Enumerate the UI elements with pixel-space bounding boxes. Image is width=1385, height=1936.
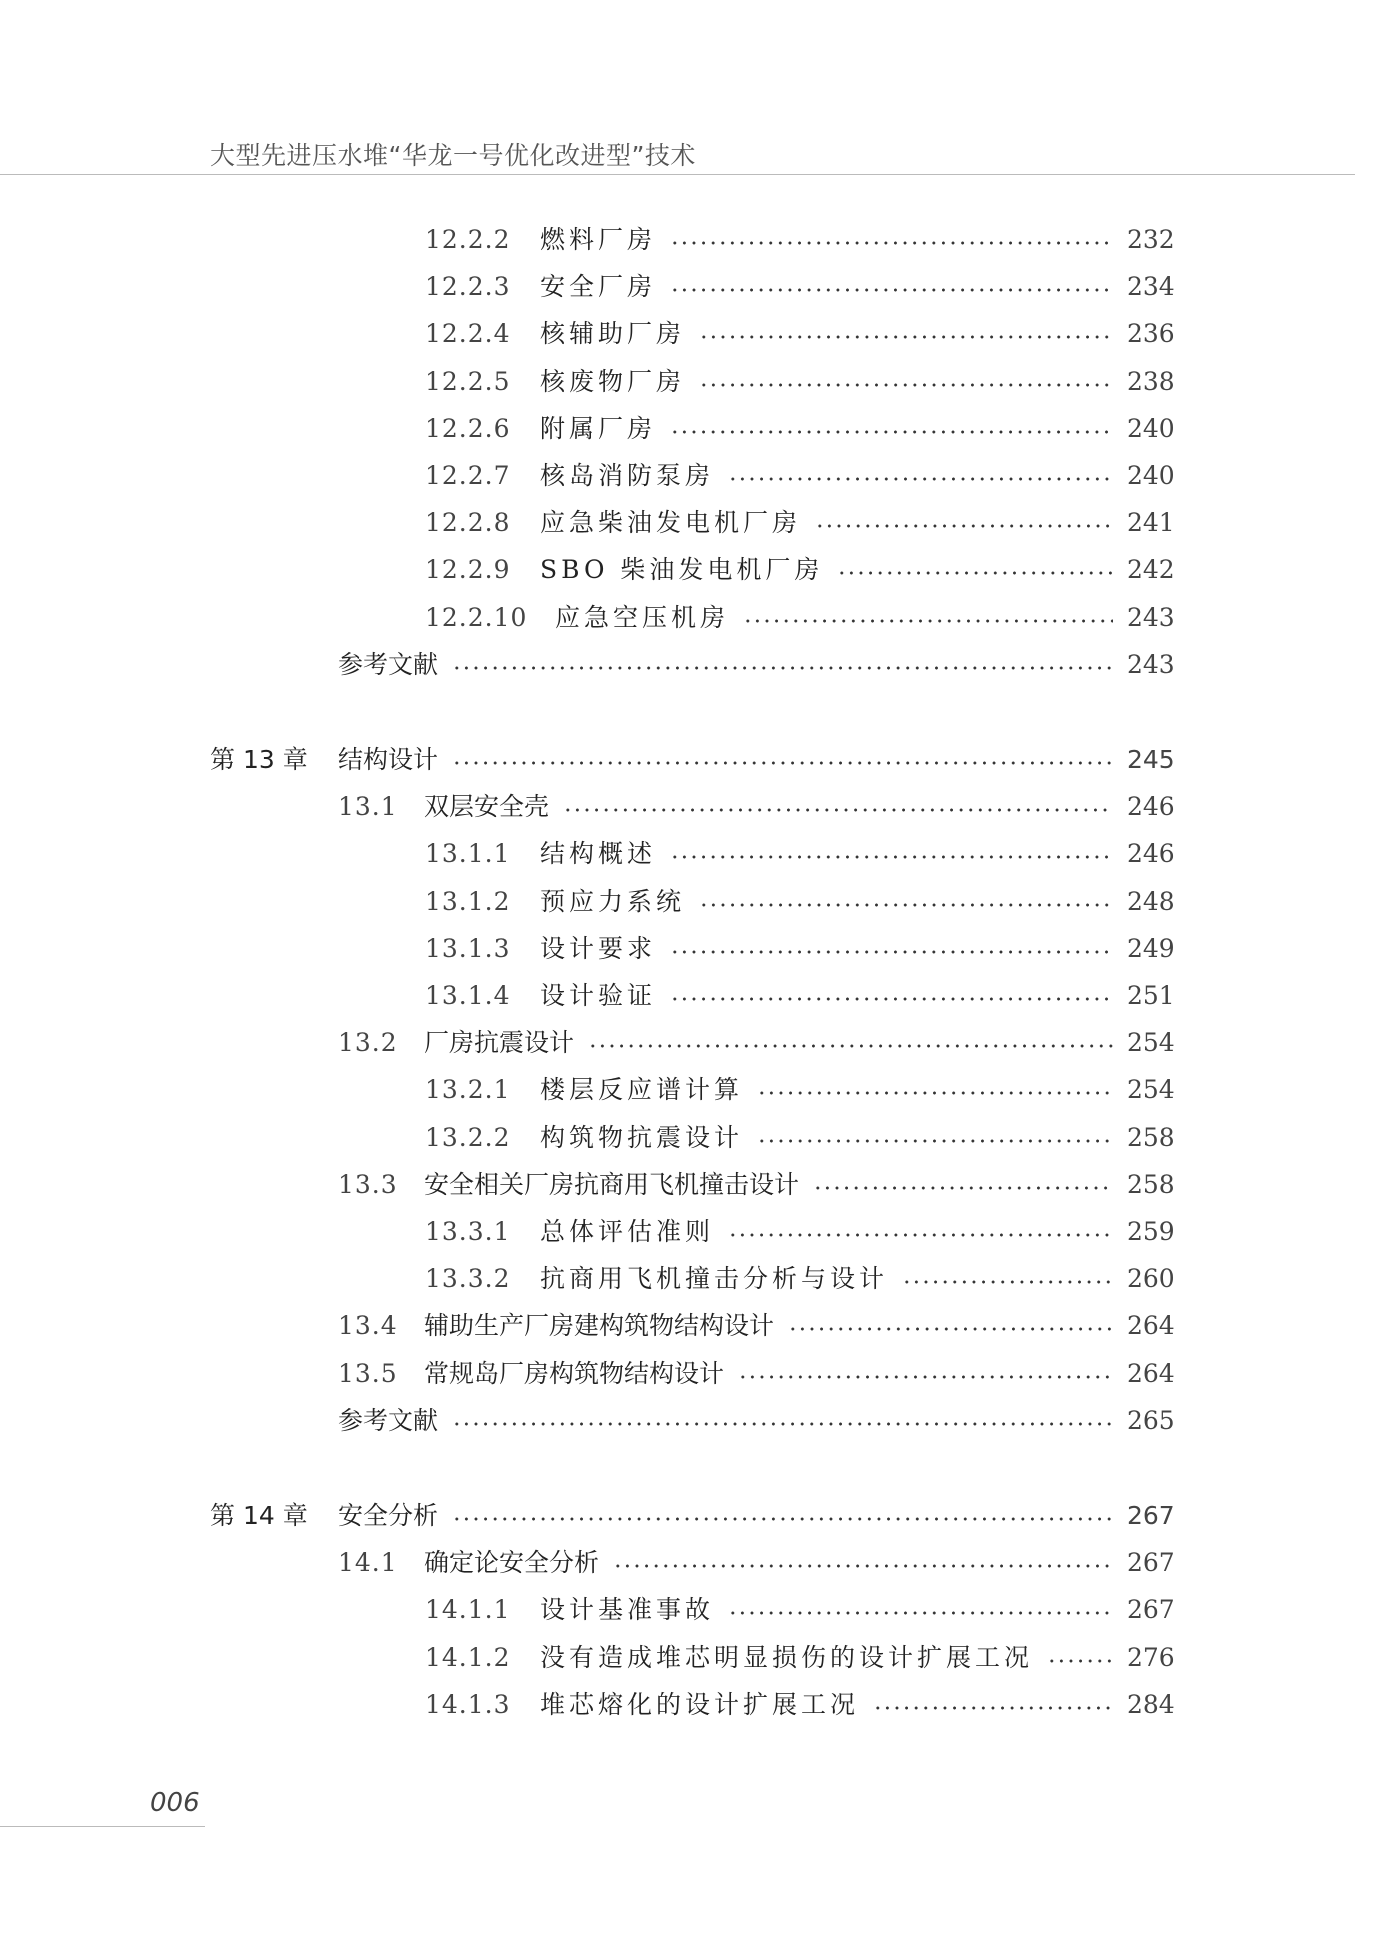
toc-entry-page: 258 xyxy=(1127,1122,1175,1152)
toc-entry-section xyxy=(338,1165,1173,1205)
toc-entry-section xyxy=(338,1354,1173,1394)
toc-entry-sub xyxy=(425,1638,1173,1678)
toc-entry-title: 辅助生产厂房建构筑物结构设计 xyxy=(424,1311,775,1341)
toc-entry-page: 264 xyxy=(1127,1358,1175,1388)
toc-entry-title: 结构设计 xyxy=(338,745,439,774)
toc-entry-title: 堆芯熔化的设计扩展工况 xyxy=(540,1689,860,1719)
toc-entry-title: 楼层反应谱计算 xyxy=(540,1075,744,1105)
toc-entry-page: 267 xyxy=(1127,1548,1175,1578)
toc-entry-page: 238 xyxy=(1127,366,1175,396)
toc-entry-number: 12.2.7 xyxy=(425,461,511,490)
toc-entry-title: 设计要求 xyxy=(540,933,657,963)
dot-leader xyxy=(452,761,1113,765)
page-number: 006 xyxy=(150,1788,200,1818)
dot-leader xyxy=(588,1044,1113,1048)
dot-leader xyxy=(699,383,1113,387)
toc-entry-number: 12.2.2 xyxy=(425,225,511,254)
dot-leader xyxy=(743,619,1113,623)
toc-entry-title: 附属厂房 xyxy=(540,413,657,443)
toc-entry-sub xyxy=(425,834,1173,874)
toc-entry-page: 242 xyxy=(1127,555,1175,585)
toc-entry-title: 抗商用飞机撞击分析与设计 xyxy=(540,1264,889,1294)
toc-entry-title: 总体评估准则 xyxy=(540,1217,715,1246)
toc-entry-page: 246 xyxy=(1127,792,1175,822)
toc-entry-sub xyxy=(425,976,1173,1016)
toc-entry-number: 12.2.3 xyxy=(425,272,511,302)
toc-entry-number: 13.1.4 xyxy=(425,981,511,1010)
toc-entry-sub xyxy=(425,550,1173,590)
dot-leader xyxy=(670,997,1113,1001)
dot-leader xyxy=(670,855,1113,859)
toc-entry-title: SBO 柴油发电机厂房 xyxy=(540,555,824,585)
toc-entry-page: 232 xyxy=(1127,225,1175,254)
toc-entry-sub xyxy=(425,1118,1173,1158)
toc-entry-ref xyxy=(338,1401,1173,1441)
dot-leader xyxy=(699,903,1113,907)
toc-entry-title: 构筑物抗震设计 xyxy=(540,1122,744,1152)
dot-leader xyxy=(452,666,1113,670)
header-rule xyxy=(0,174,1355,175)
toc-entry-title: 常规岛厂房构筑物结构设计 xyxy=(424,1358,725,1388)
toc-entry-page: 264 xyxy=(1127,1311,1175,1341)
toc-entry-page: 243 xyxy=(1127,602,1175,632)
toc-entry-number: 12.2.4 xyxy=(425,319,511,349)
toc-entry-sub xyxy=(425,1590,1173,1630)
toc-entry-sub xyxy=(425,456,1173,496)
toc-entry-sub xyxy=(425,598,1173,638)
toc-entry-page: 240 xyxy=(1127,461,1175,490)
toc-entry-number: 13.2 xyxy=(338,1028,398,1058)
toc-entry-number: 13.5 xyxy=(338,1358,398,1388)
dot-leader xyxy=(873,1706,1113,1710)
footer-rule xyxy=(0,1826,205,1827)
toc-entry-number: 13.2.2 xyxy=(425,1122,511,1152)
dot-leader xyxy=(452,1422,1113,1426)
toc-entry-sub xyxy=(425,882,1173,922)
toc-entry-title: 核辅助厂房 xyxy=(540,319,686,349)
dot-leader xyxy=(452,1517,1113,1521)
toc-entry-title: 参考文献 xyxy=(338,649,439,679)
toc-entry-title: 核废物厂房 xyxy=(540,366,686,396)
dot-leader xyxy=(738,1375,1113,1379)
dot-leader xyxy=(757,1139,1113,1143)
toc-entry-number: 13.1 xyxy=(338,792,398,822)
dot-leader xyxy=(815,524,1113,528)
toc-entry-page: 258 xyxy=(1127,1169,1175,1199)
toc-entry-number: 12.2.5 xyxy=(425,366,511,396)
toc-entry-page: 243 xyxy=(1127,649,1175,679)
toc-entry-section xyxy=(338,1543,1173,1583)
dot-leader xyxy=(728,1611,1113,1615)
toc-entry-number: 13.1.2 xyxy=(425,886,511,916)
toc-entry-title: 预应力系统 xyxy=(540,886,686,916)
toc-entry-number: 13.3 xyxy=(338,1169,398,1199)
toc-entry-page: 251 xyxy=(1127,981,1175,1010)
toc-entry-title: 应急空压机房 xyxy=(555,602,730,632)
dot-leader xyxy=(1047,1659,1113,1663)
toc-entry-number: 13.1.1 xyxy=(425,839,511,869)
toc-entry-sub xyxy=(425,1685,1173,1725)
toc-entry-title: 安全相关厂房抗商用飞机撞击设计 xyxy=(424,1169,800,1199)
toc-entry-number: 14.1.1 xyxy=(425,1595,511,1625)
toc-entry-sub xyxy=(425,929,1173,969)
toc-entry-number: 14.1 xyxy=(338,1548,398,1578)
toc-entry-sub xyxy=(425,409,1173,449)
toc-entry-page: 234 xyxy=(1127,272,1175,302)
dot-leader xyxy=(613,1564,1113,1568)
toc-entry-title: 核岛消防泵房 xyxy=(540,461,715,490)
toc-entry-page: 240 xyxy=(1127,413,1175,443)
dot-leader xyxy=(563,808,1113,812)
toc-entry-title: 参考文献 xyxy=(338,1405,439,1435)
toc-entry-number: 13.3.1 xyxy=(425,1217,511,1246)
toc-entry-sub xyxy=(425,503,1173,543)
running-header: 大型先进压水堆“华龙一号优化改进型”技术 xyxy=(210,141,696,170)
toc-entry-page: 260 xyxy=(1127,1264,1175,1294)
dot-leader xyxy=(670,950,1113,954)
toc-entry-number: 第 14 章 xyxy=(210,1501,308,1530)
toc-entry-page: 246 xyxy=(1127,839,1175,869)
toc-entry-title: 结构概述 xyxy=(540,839,657,869)
toc-entry-title: 厂房抗震设计 xyxy=(424,1028,575,1058)
toc-entry-sub xyxy=(425,362,1173,402)
toc-entry-page: 245 xyxy=(1127,745,1175,774)
toc-entry-title: 确定论安全分析 xyxy=(424,1548,600,1578)
toc-entry-title: 没有造成堆芯明显损伤的设计扩展工况 xyxy=(540,1642,1034,1672)
dot-leader xyxy=(670,288,1113,292)
toc-entry-number: 14.1.3 xyxy=(425,1689,511,1719)
toc-entry-chapter xyxy=(210,740,1173,780)
toc-entry-chapter xyxy=(210,1496,1173,1536)
toc-entry-sub xyxy=(425,1212,1173,1252)
toc-entry-page: 267 xyxy=(1127,1501,1175,1530)
toc-entry-number: 12.2.8 xyxy=(425,508,511,538)
toc-entry-sub xyxy=(425,1259,1173,1299)
toc-entry-section xyxy=(338,1306,1173,1346)
toc-entry-number: 13.3.2 xyxy=(425,1264,511,1294)
dot-leader xyxy=(670,430,1113,434)
toc-entry-page: 259 xyxy=(1127,1217,1175,1246)
toc-entry-title: 安全分析 xyxy=(338,1501,439,1530)
toc-entry-number: 13.2.1 xyxy=(425,1075,511,1105)
toc-entry-title: 安全厂房 xyxy=(540,272,657,302)
toc-entry-number: 13.4 xyxy=(338,1311,398,1341)
toc-entry-number: 第 13 章 xyxy=(210,745,308,774)
toc-entry-page: 265 xyxy=(1127,1405,1175,1435)
toc-entry-title: 设计验证 xyxy=(540,981,657,1010)
toc-entry-page: 267 xyxy=(1127,1595,1175,1625)
toc-entry-title: 应急柴油发电机厂房 xyxy=(540,508,802,538)
toc-entry-ref xyxy=(338,645,1173,685)
toc-entry-number: 12.2.6 xyxy=(425,413,511,443)
toc-entry-section xyxy=(338,1023,1173,1063)
dot-leader xyxy=(837,571,1113,575)
toc-entry-page: 276 xyxy=(1127,1642,1175,1672)
dot-leader xyxy=(788,1327,1113,1331)
toc-entry-title: 设计基准事故 xyxy=(540,1595,715,1625)
toc-entry-title: 双层安全壳 xyxy=(424,792,550,822)
toc-entry-page: 254 xyxy=(1127,1075,1175,1105)
toc-entry-page: 241 xyxy=(1127,508,1175,538)
toc-entry-number: 12.2.9 xyxy=(425,555,511,585)
dot-leader xyxy=(728,477,1113,481)
toc-entry-page: 254 xyxy=(1127,1028,1175,1058)
toc-entry-section xyxy=(338,787,1173,827)
toc-entry-sub xyxy=(425,220,1173,260)
toc-entry-sub xyxy=(425,314,1173,354)
dot-leader xyxy=(902,1280,1113,1284)
dot-leader xyxy=(670,241,1113,245)
toc-entry-number: 14.1.2 xyxy=(425,1642,511,1672)
toc-entry-page: 284 xyxy=(1127,1689,1175,1719)
dot-leader xyxy=(813,1186,1113,1190)
dot-leader xyxy=(728,1233,1113,1237)
toc-entry-title: 燃料厂房 xyxy=(540,225,657,254)
toc-entry-sub xyxy=(425,267,1173,307)
toc-entry-sub xyxy=(425,1070,1173,1110)
dot-leader xyxy=(699,335,1113,339)
toc-entry-number: 12.2.10 xyxy=(425,602,528,632)
toc-entry-page: 248 xyxy=(1127,886,1175,916)
toc-entry-page: 236 xyxy=(1127,319,1175,349)
toc-entry-page: 249 xyxy=(1127,933,1175,963)
dot-leader xyxy=(757,1091,1113,1095)
toc-entry-number: 13.1.3 xyxy=(425,933,511,963)
